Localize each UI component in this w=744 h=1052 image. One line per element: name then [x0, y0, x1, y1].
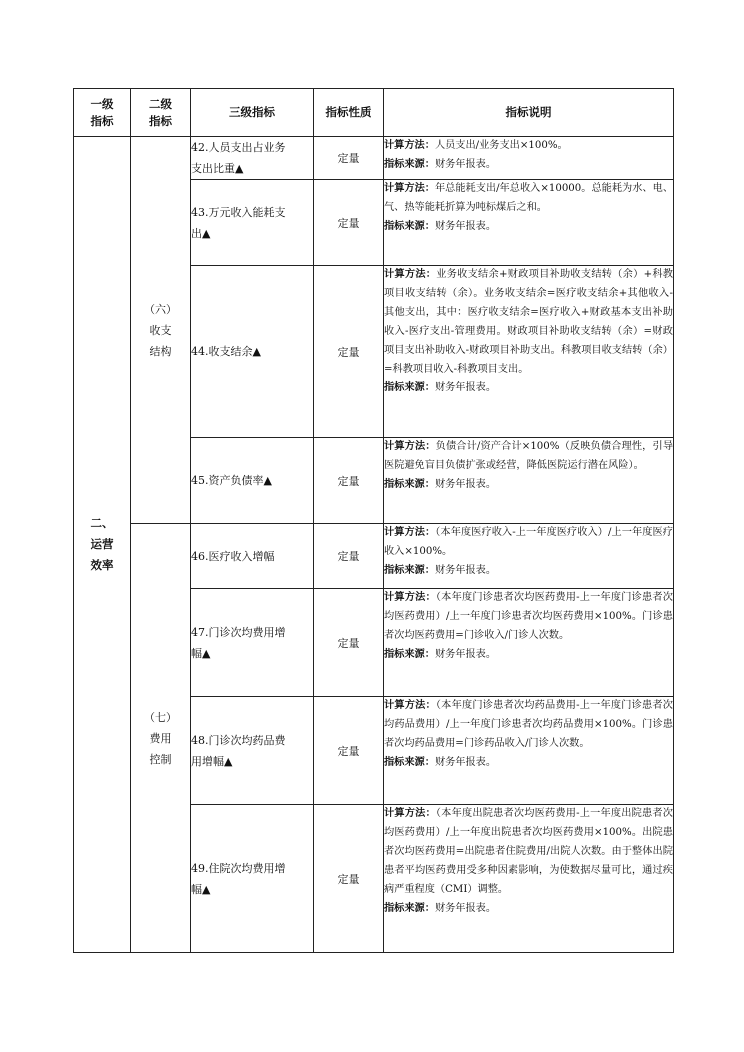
level3-cell: 47.门诊次均费用增 幅▲: [191, 589, 314, 697]
source: 指标来源：财务年报表。: [384, 902, 497, 914]
nature-cell: 定量: [314, 137, 384, 180]
level2-cell: （七） 费用 控制: [131, 524, 191, 953]
calc-method: 计算方法：（本年度门诊患者次均医药费用-上一年度门诊患者次均医药费用）/上一年度门诊患者次均医药费用×100%。门诊患者次均医药费用=门诊收入/门诊人次数。: [384, 592, 673, 641]
description-cell: [384, 589, 674, 697]
calc-method: 计算方法：人员支出/业务支出×100%。: [384, 140, 568, 151]
description-cell: [384, 697, 674, 805]
source: 指标来源：财务年报表。: [384, 158, 497, 170]
calc-method: 计算方法：（本年度医疗收入-上一年度医疗收入）/上一年度医疗收入×100%。: [384, 527, 673, 557]
calc-method: 计算方法：业务收支结余+财政项目补助收支结转（余）+科教项目收支结转（余）。业务收支结余=医疗收支结余+其他收入-其他支出，其中：医疗收支结余=医疗收入+财政基本支出补助收入-医疗支出-管理费用。财政项目补助收支结转（余）=财政项目支出补助收入-财政项目补助支出。科教项目收支结转（余）=科教项目收入-科教项目支出。: [384, 269, 673, 375]
source: 指标来源：财务年报表。: [384, 564, 497, 576]
level3-cell: 42.人员支出占业务 支出比重▲: [191, 137, 314, 180]
nature-cell: 定量: [314, 266, 384, 438]
description-cell: [384, 137, 674, 180]
indicator-table: [73, 88, 674, 953]
source: 指标来源：财务年报表。: [384, 478, 497, 490]
calc-method: 计算方法：负债合计/资产合计×100%（反映负债合理性，引导医院避免盲目负债扩张或经营，降低医院运行潜在风险）。: [384, 441, 674, 471]
level3-cell: 43.万元收入能耗支 出▲: [191, 180, 314, 266]
header-description: 指标说明: [384, 89, 674, 137]
calc-method: 计算方法：（本年度出院患者次均医药费用-上一年度出院患者次均医药费用）/上一年度出院患者次均医药费用×100%。出院患者次均医药费用=出院患者住院费用/出院人次数。由于整体出院患者平均医药费用受多种因素影响，为使数据尽量可比，通过疾病严重程度（CMI）调整。: [384, 808, 673, 895]
level2-cell: （六） 收支 结构: [131, 137, 191, 524]
nature-cell: 定量: [314, 805, 384, 953]
calc-method: 计算方法：（本年度门诊患者次均药品费用-上一年度门诊患者次均药品费用）/上一年度门诊患者次均药品费用×100%。门诊患者次均药品费用=门诊药品收入/门诊人次数。: [384, 700, 673, 749]
table-row: [74, 524, 674, 589]
header-level1: 一级 指标: [74, 89, 131, 137]
level3-cell: 49.住院次均费用增 幅▲: [191, 805, 314, 953]
header-level3: 三级指标: [191, 89, 314, 137]
calc-method: 计算方法：年总能耗支出/年总收入×10000。总能耗为水、电、气、热等能耗折算为吨标煤后之和。: [384, 183, 674, 213]
description-cell: [384, 524, 674, 589]
source: 指标来源：财务年报表。: [384, 220, 497, 232]
level3-cell: 45.资产负债率▲: [191, 438, 314, 524]
description-cell: [384, 180, 674, 266]
description-cell: [384, 266, 674, 438]
header-nature: 指标性质: [314, 89, 384, 137]
table-row: [74, 137, 674, 180]
source: 指标来源：财务年报表。: [384, 756, 497, 768]
nature-cell: 定量: [314, 180, 384, 266]
level3-cell: 44.收支结余▲: [191, 266, 314, 438]
description-cell: [384, 438, 674, 524]
source: 指标来源：财务年报表。: [384, 648, 497, 660]
nature-cell: 定量: [314, 589, 384, 697]
table-header-row: [74, 89, 674, 137]
level3-cell: 48.门诊次均药品费 用增幅▲: [191, 697, 314, 805]
header-level2: 二级 指标: [131, 89, 191, 137]
nature-cell: 定量: [314, 524, 384, 589]
nature-cell: 定量: [314, 438, 384, 524]
description-cell: [384, 805, 674, 953]
nature-cell: 定量: [314, 697, 384, 805]
level1-cell: 二、 运营 效率: [74, 137, 131, 953]
source: 指标来源：财务年报表。: [384, 382, 497, 394]
level3-cell: 46.医疗收入增幅: [191, 524, 314, 589]
